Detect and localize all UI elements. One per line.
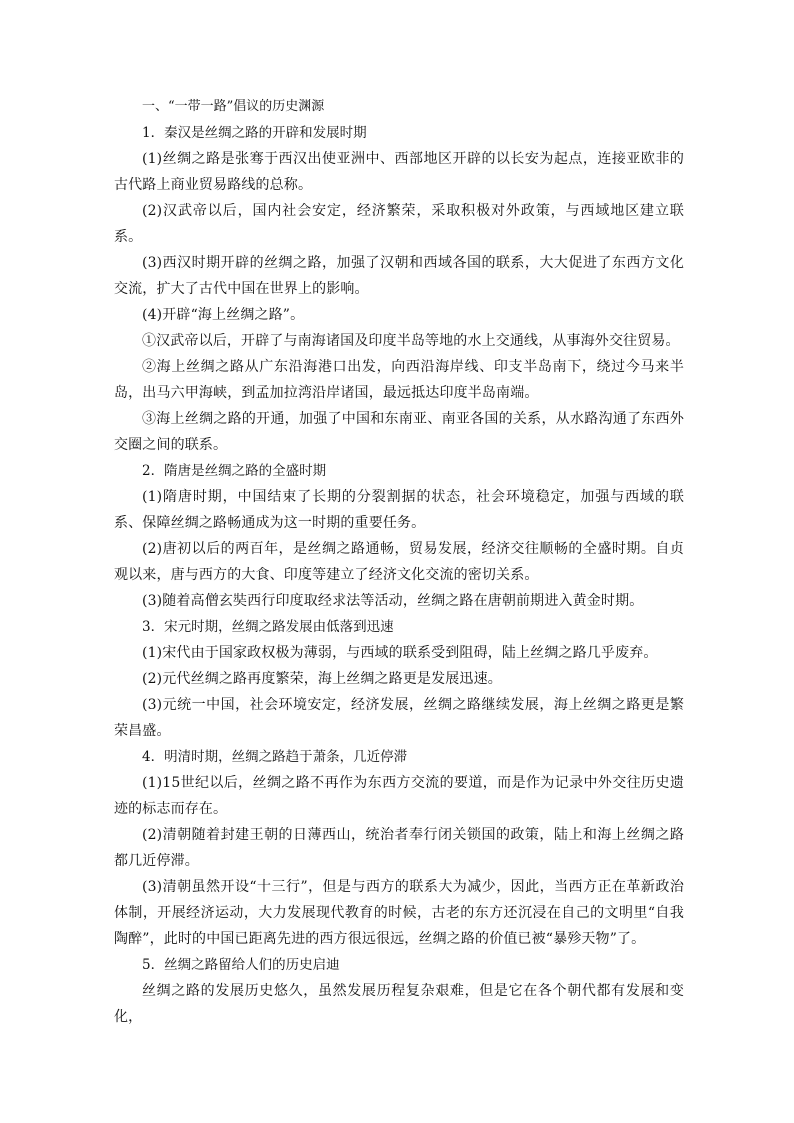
paragraph: (4)开辟“海上丝绸之路”。: [142, 307, 305, 323]
heading-sui-tang: 2．隋唐是丝绸之路的全盛时期: [142, 463, 327, 479]
paragraph: (2)清朝随着封建王朝的日薄西山，统治者奉行闭关锁国的政策，陆上和海上丝绸之路都几近停滞。: [114, 827, 684, 869]
section-title: 一、“一带一路”倡议的历史渊源: [142, 99, 325, 114]
paragraph: (3)清朝虽然开设“十三行”，但是与西方的联系大为减少，因此，当西方正在革新政治体制，开展经济运动，大力发展现代教育的时候，古老的东方还沉浸在自己的文明里“自我陶醉”，此时的中国已距离先进的西方很远很远，丝绸之路的价值已被“暴殄天物”了。: [114, 879, 684, 947]
paragraph: ③海上丝绸之路的开通，加强了中国和东南亚、南亚各国的关系，从水路沟通了东西外交圈之间的联系。: [114, 411, 684, 453]
heading-enlightenment: 5．丝绸之路留给人们的历史启迪: [142, 957, 340, 973]
paragraph: ①汉武帝以后，开辟了与南海诸国及印度半岛等地的水上交通线，从事海外交往贸易。: [142, 333, 680, 349]
heading-ming-qing: 4．明清时期，丝绸之路趋于萧条，几近停滞: [142, 749, 408, 765]
paragraph: (1)隋唐时期，中国结束了长期的分裂割据的状态，社会环境稳定，加强与西域的联系、保障丝绸之路畅通成为这一时期的重要任务。: [114, 489, 684, 531]
paragraph: (3)元统一中国，社会环境安定，经济发展，丝绸之路继续发展，海上丝绸之路更是繁荣昌盛。: [114, 697, 684, 739]
paragraph: (2)汉武帝以后，国内社会安定，经济繁荣，采取积极对外政策，与西域地区建立联系。: [114, 203, 684, 245]
heading-song-yuan: 3．宋元时期，丝绸之路发展由低落到迅速: [142, 619, 394, 635]
paragraph: (1)15世纪以后，丝绸之路不再作为东西方交流的要道，而是作为记录中外交往历史遗迹的标志而存在。: [114, 775, 684, 817]
paragraph: (1)丝绸之路是张骞于西汉出使亚洲中、西部地区开辟的以长安为起点，连接亚欧非的古代路上商业贸易路线的总称。: [114, 151, 684, 193]
document-page: [114, 94, 684, 1030]
paragraph: (3)西汉时期开辟的丝绸之路，加强了汉朝和西域各国的联系，大大促进了东西方文化交流，扩大了古代中国在世界上的影响。: [114, 255, 684, 297]
paragraph: (2)元代丝绸之路再度繁荣，海上丝绸之路更是发展迅速。: [142, 671, 502, 687]
paragraph: (1)宋代由于国家政权极为薄弱，与西域的联系受到阻碍，陆上丝绸之路几乎废弃。: [142, 645, 658, 661]
paragraph: (2)唐初以后的两百年，是丝绸之路通畅，贸易发展，经济交往顺畅的全盛时期。自贞观以来，唐与西方的大食、印度等建立了经济文化交流的密切关系。: [114, 541, 684, 583]
heading-qin-han: 1．秦汉是丝绸之路的开辟和发展时期: [142, 125, 367, 141]
paragraph: ②海上丝绸之路从广东沿海港口出发，向西沿海岸线、印支半岛南下，绕过今马来半岛，出马六甲海峡，到孟加拉湾沿岸诸国，最远抵达印度半岛南端。: [114, 359, 684, 401]
paragraph: 丝绸之路的发展历史悠久，虽然发展历程复杂艰难，但是它在各个朝代都有发展和变化，: [114, 983, 684, 1025]
paragraph: (3)随着高僧玄奘西行印度取经求法等活动，丝绸之路在唐朝前期进入黄金时期。: [142, 593, 644, 609]
